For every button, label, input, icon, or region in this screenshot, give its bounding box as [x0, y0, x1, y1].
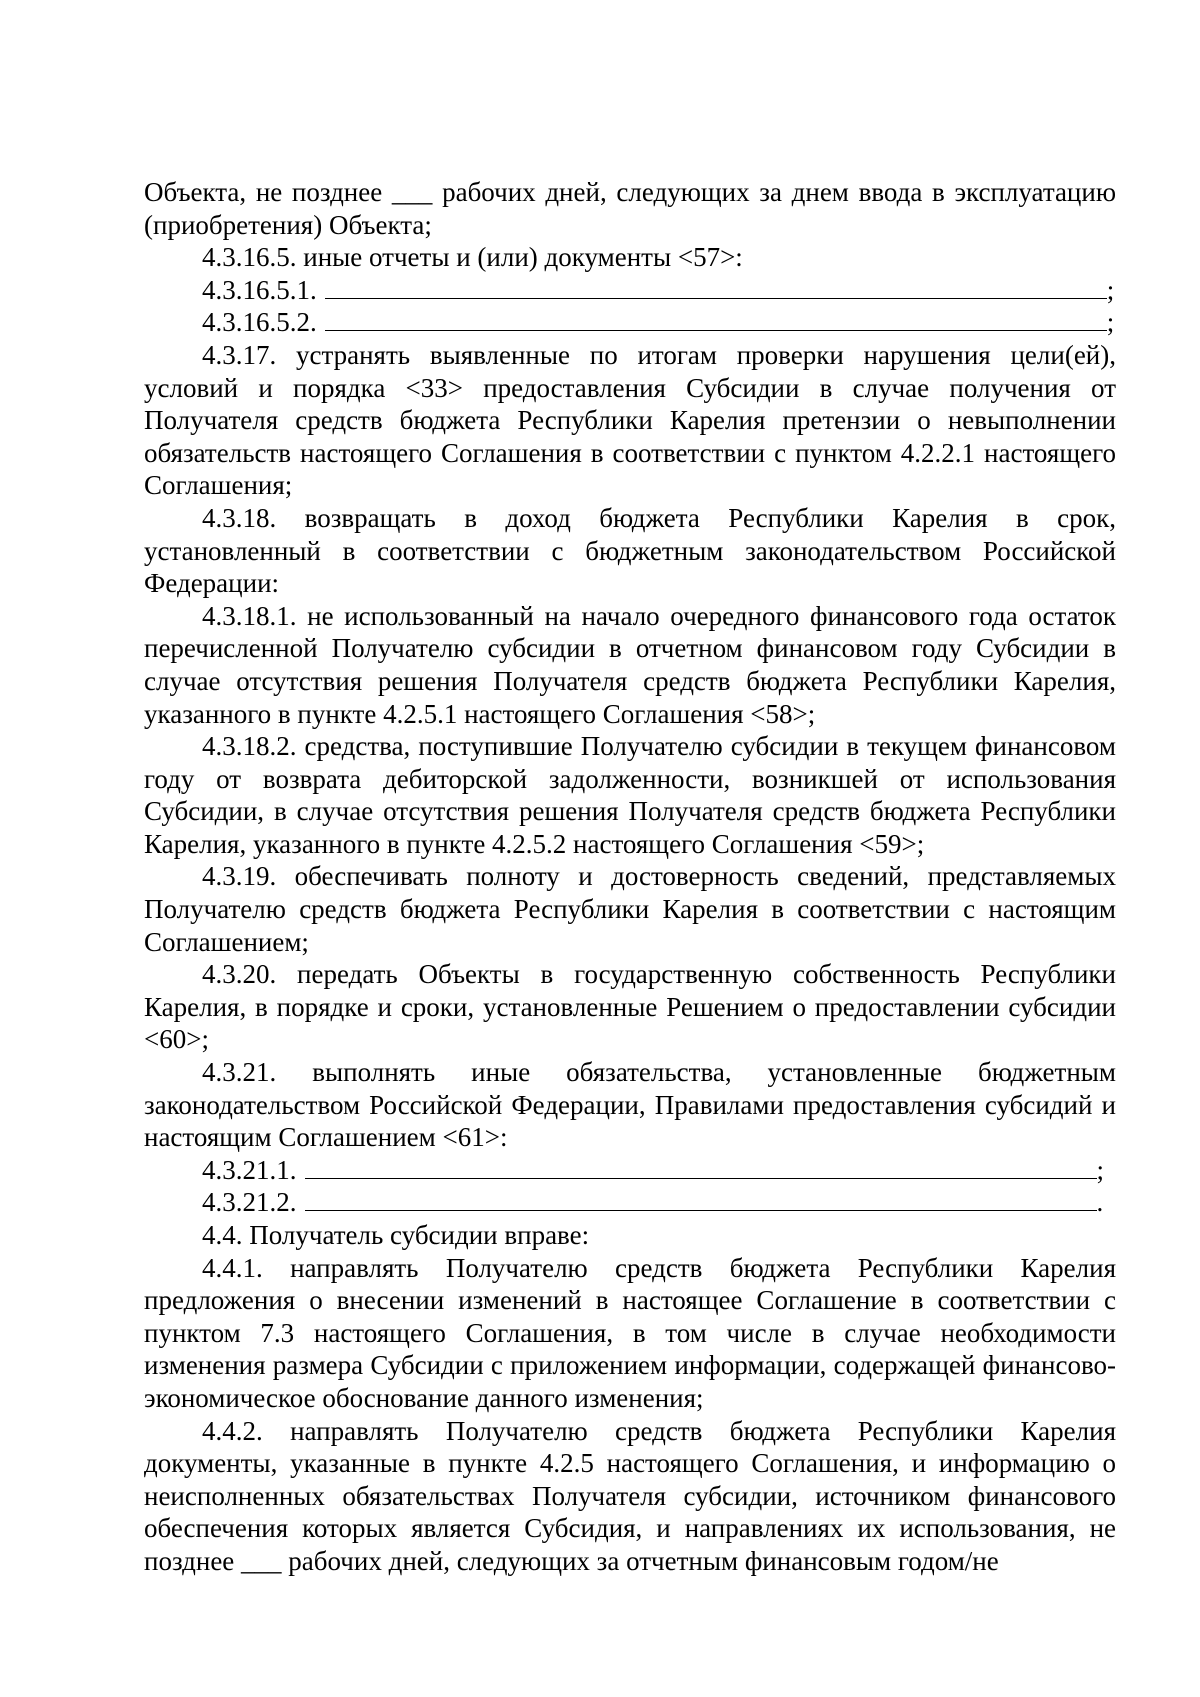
paragraph-4-4-1: 4.4.1. направлять Получателю средств бюджета Республики Карелия предложения о внесении изменений в настоящее Соглашение в соответствии с пунктом 7.3 настоящего Соглашения, в том числе в случае необходимости изменения размера Субсидии с приложением информации, содержащей финансово-экономическое обоснование данного изменения; [144, 1252, 1116, 1413]
paragraph-4-3-18: 4.3.18. возвращать в доход бюджета Республики Карелия в срок, установленный в соответствии с бюджетным законодательством Российской Федерации: [144, 502, 1116, 599]
paragraph-4-3-20: 4.3.20. передать Объекты в государственную собственность Республики Карелия, в порядке и сроки, установленные Решением о предоставлении субсидии <60>; [144, 959, 1116, 1055]
paragraph-4-4-2: 4.4.2. направлять Получателю средств бюджета Республики Карелия документы, указанные в пункте 4.2.5 настоящего Соглашения, и информацию о неисполненных обязательствах Получателя субсидии, источником финансового обеспечения которых является Субсидия, и направлениях их использования, не позднее ___ рабочих дней, следующих за отчетным финансовым годом/не [144, 1415, 1116, 1576]
fill-line-label: 4.3.16.5.2. [202, 307, 317, 338]
paragraph-4-3-18-2: 4.3.18.2. средства, поступившие Получателю субсидии в текущем финансовом году от возврата дебиторской задолженности, возникшей от использования Субсидии, в случае отсутствия решения Получателя средств бюджета Республики Карелия, указанного в пункте 4.2.5.2 настоящего Соглашения <59>; [144, 731, 1116, 859]
fill-line-label: 4.3.16.5.1. [202, 274, 317, 305]
paragraph-4-3-17: 4.3.17. устранять выявленные по итогам проверки нарушения цели(ей), условий и порядка <33> предоставления Субсидии в случае получения от Получателя средств бюджета Республики Карелия претензии о невыполнении обязательств настоящего Соглашения в соответствии с пунктом 4.2.2.1 настоящего Соглашения; [144, 339, 1116, 501]
fill-line-end: . [1096, 1187, 1104, 1218]
fill-line-4-3-21-1 [144, 1154, 1116, 1187]
document-body [144, 176, 1116, 1578]
fill-line-4-3-16-5-1 [144, 274, 1116, 307]
blank-line [305, 1156, 1097, 1179]
paragraph-4-3-21: 4.3.21. выполнять иные обязательства, установленные бюджетным законодательством Российской Федерации, Правилами предоставления субсидий и настоящим Соглашением <61>: [144, 1057, 1116, 1153]
blank-line [325, 276, 1107, 299]
paragraph-object-deadline: Объекта, не позднее ___ рабочих дней, следующих за днем ввода в эксплуатацию (приобретения) Объекта; [144, 177, 1116, 240]
fill-line-end: ; [1096, 1154, 1105, 1185]
paragraph-4-3-19: 4.3.19. обеспечивать полноту и достоверность сведений, представляемых Получателю средств бюджета Республики Карелия в соответствии с настоящим Соглашением; [144, 861, 1116, 957]
fill-line-4-3-21-2 [144, 1186, 1116, 1219]
paragraph-4-3-18-1: 4.3.18.1. не использованный на начало очередного финансового года остаток перечисленной Получателю субсидии в отчетном финансовом году Субсидии в случае отсутствия решения Получателя средств бюджета Республики Карелия, указанного в пункте 4.2.5.1 настоящего Соглашения <58>; [144, 600, 1116, 729]
fill-line-label: 4.3.21.2. [202, 1187, 297, 1218]
fill-line-end: ; [1106, 274, 1115, 305]
fill-line-4-3-16-5-2 [144, 306, 1116, 339]
paragraph-4-4: 4.4. Получатель субсидии вправе: [202, 1220, 590, 1250]
blank-line [305, 1188, 1097, 1211]
fill-line-label: 4.3.21.1. [202, 1154, 297, 1185]
fill-line-end: ; [1106, 307, 1115, 338]
paragraph-4-3-16-5: 4.3.16.5. иные отчеты и (или) документы <57>: [202, 242, 743, 273]
blank-line [325, 308, 1107, 331]
